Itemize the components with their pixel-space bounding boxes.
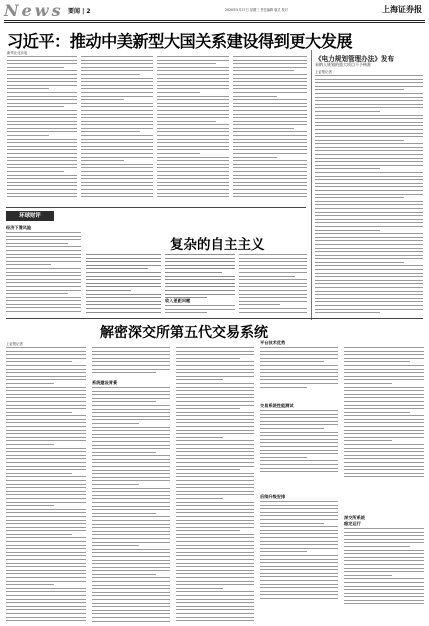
lower-subhead-5: 深交所系统 — [344, 515, 365, 520]
lower-subhead-2: 平台技术优势 — [260, 340, 286, 345]
lead-byline: 新华社北京电 — [7, 51, 28, 55]
column-divider — [311, 50, 312, 320]
lower-column-1 — [6, 347, 86, 622]
lower-column-4-bottom — [260, 501, 338, 622]
lower-column-4-top — [260, 347, 338, 399]
lead-headline: 习近平：推动中美新型大国关系建设得到更大发展 — [7, 32, 353, 51]
lower-subhead-6: 稳定运行 — [344, 521, 361, 526]
date-line: 2020年5月27日 星期三 责任编辑 版式 校对 — [225, 8, 288, 12]
lower-column-5-top — [344, 347, 424, 509]
middle-column-3-tail — [165, 305, 235, 317]
lower-subhead-3: 交易系统性能测试 — [260, 403, 294, 408]
middle-column-2 — [86, 254, 161, 316]
lower-section-rule — [6, 318, 423, 319]
masthead-rule — [4, 20, 425, 21]
lead-column-2 — [81, 56, 153, 203]
middle-column-1 — [6, 232, 81, 316]
lead-column-4 — [233, 56, 307, 203]
side-story-byline: 上证报记者 — [315, 70, 332, 74]
lower-column-2-top — [92, 347, 170, 377]
section-tag: 环球财评 — [6, 211, 54, 221]
middle-headline: 复杂的自主主义 — [170, 237, 265, 253]
lower-column-4-mid — [260, 410, 338, 488]
lead-column-3 — [157, 56, 229, 203]
lead-column-1 — [7, 56, 77, 203]
lower-column-3 — [176, 347, 254, 622]
lower-subhead-4: 后续升级安排 — [260, 494, 286, 499]
section-label: 要闻 | 2 — [68, 8, 91, 15]
lower-headline: 解密深交所第五代交易系统 — [100, 325, 268, 341]
middle-left-head: 经济下滑风险 — [6, 225, 32, 230]
section-rule — [6, 207, 306, 208]
side-story-body — [315, 75, 423, 315]
paper-title: 上海证券报 — [382, 4, 422, 14]
lower-byline: 上证报记者 — [6, 342, 23, 346]
lower-column-5-bottom — [344, 528, 424, 622]
masthead — [0, 0, 429, 22]
side-story-subhead: 未纳入规划的重大项目不予核准 — [315, 62, 371, 67]
masthead-rule-thin — [4, 22, 425, 23]
middle-column-4 — [239, 254, 307, 316]
news-logo: News — [4, 1, 64, 20]
middle-right-head: 收入差距问题 — [165, 298, 191, 303]
lower-subhead-1: 系统建设背景 — [92, 380, 118, 385]
lower-column-2 — [92, 387, 170, 622]
side-story-headline: 《电力规划管理办法》发布 — [315, 55, 395, 63]
